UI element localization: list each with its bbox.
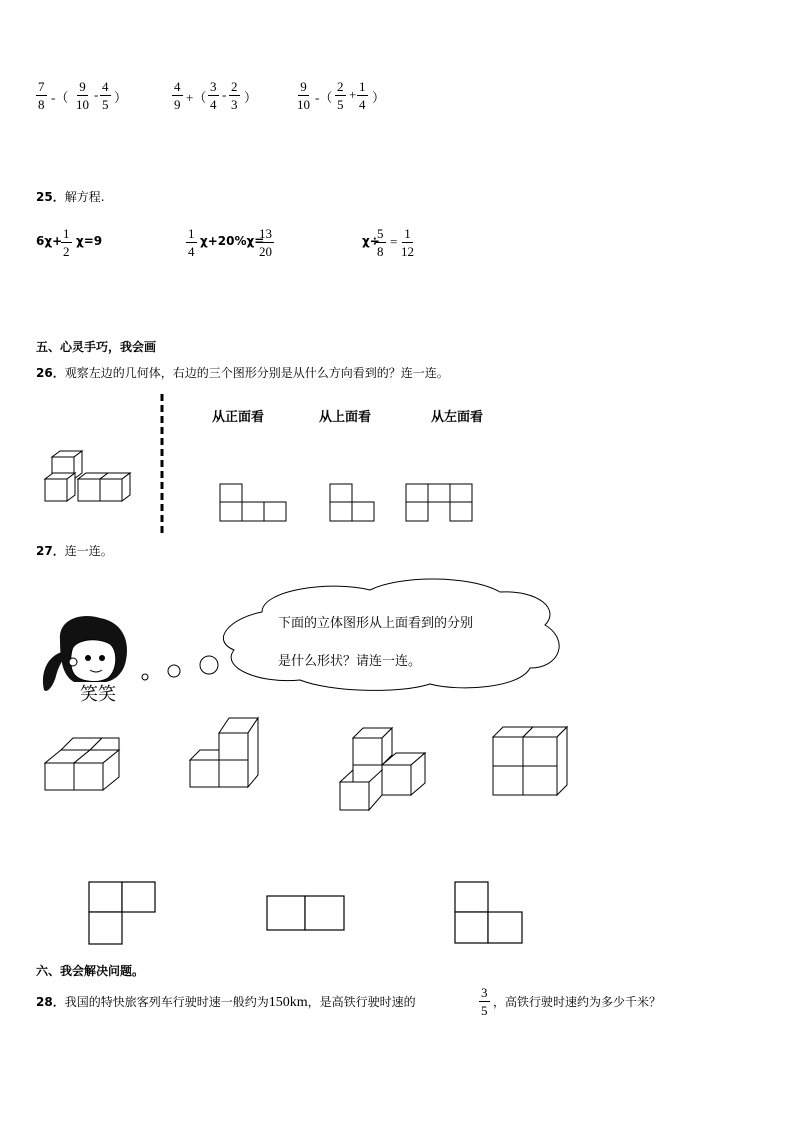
grid-square: [89, 912, 122, 944]
top-view-shape-2: [267, 896, 344, 930]
character-name: 笑笑: [80, 684, 116, 705]
fraction: $\frac{13}{20}$: [259, 226, 272, 259]
section-title-5: 五、心灵手巧，我会画: [36, 340, 157, 354]
fraction: $\frac{4}{5}$: [102, 79, 109, 112]
section-title-6: 六、我会解决问题。: [36, 964, 145, 978]
fraction: $\frac{1}{2}$: [63, 226, 70, 259]
speed-value: 150km: [268, 995, 308, 1010]
close-paren: ）: [114, 90, 128, 105]
fraction: $\frac{4}{9}$: [174, 79, 181, 112]
view-label-top: 从上面看: [319, 410, 372, 425]
grid-square: [455, 912, 488, 943]
fraction: $\frac{3}{5}$: [481, 985, 488, 1018]
fraction: $\frac{3}{4}$: [210, 79, 217, 112]
grid-square: [89, 882, 122, 912]
operator: +: [349, 87, 357, 102]
operator: -: [94, 87, 99, 102]
operator: -: [222, 87, 227, 102]
bubble-line-1: 下面的立体图形从上面看到的分别: [278, 616, 474, 631]
fraction: $\frac{7}{8}$: [38, 79, 45, 112]
fraction: $\frac{5}{8}$: [377, 226, 384, 259]
top-view-shape-3: [455, 882, 522, 943]
question-27: 27．连一连。: [36, 544, 113, 558]
view-label-front: 从正面看: [212, 410, 265, 425]
fraction: $\frac{2}{5}$: [337, 79, 344, 112]
grid-square: [455, 882, 488, 912]
grid-square: [267, 896, 305, 930]
operator: -（: [315, 90, 333, 105]
grid-square: [122, 882, 155, 912]
close-paren: ）: [372, 90, 386, 105]
top-view-shape-1: [89, 882, 155, 944]
fraction: $\frac{9}{10}$: [76, 79, 89, 112]
fraction: $\frac{9}{10}$: [297, 79, 310, 112]
close-paren: ）: [244, 90, 258, 105]
fraction: $\frac{1}{12}$: [401, 226, 414, 259]
bubble-line-2: 是什么形状？请连一连。: [278, 654, 422, 669]
operator: +（: [186, 90, 207, 105]
operator: -（: [51, 90, 69, 105]
grid-square: [488, 912, 522, 943]
question-26: 26．观察左边的几何体，右边的三个图形分别是从什么方向看到的？连一连。: [36, 366, 449, 380]
fraction: $\frac{1}{4}$: [359, 79, 366, 112]
grid-square: [305, 896, 344, 930]
question-28: 28．我国的特快旅客列车行驶时速一般约为150km，是高铁行驶时速的: [36, 995, 416, 1010]
question-28-tail: ，高铁行驶时速约为多少千米？: [493, 995, 662, 1009]
view-label-left: 从左面看: [431, 410, 484, 425]
fraction: $\frac{1}{4}$: [188, 226, 195, 259]
fraction: $\frac{2}{3}$: [231, 79, 238, 112]
question-25: 25．解方程.: [36, 190, 105, 204]
